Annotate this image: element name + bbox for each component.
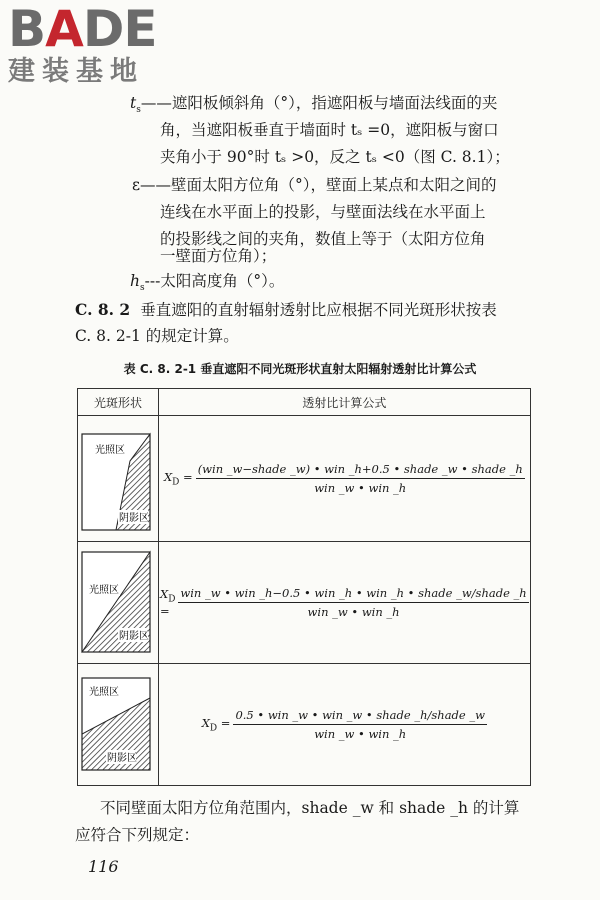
bade-logo — [8, 0, 178, 88]
after-table-line2: 应符合下列规定： — [75, 826, 200, 844]
def-epsilon-line-3: 的投影线之间的夹角，数值上等于（太阳方位角 — [160, 230, 486, 248]
formula-cell-3 — [159, 664, 531, 786]
shadow-zone-label: 阴影区 — [107, 753, 137, 764]
def-ts-line-3: 夹角小于 90°时 tₛ >0，反之 tₛ <0（图 C. 8.1）； — [160, 148, 510, 166]
formula-numerator: (win _w−shade _w) • win _h+0.5 • shade _w • shade _h — [196, 462, 525, 479]
formula-cell-2 — [159, 542, 531, 664]
formula-denominator: win _w • win _h — [314, 727, 407, 741]
def-epsilon-line-2: 连线在水平面上的投影，与壁面法线在水平面上 — [160, 203, 486, 221]
shape-diagram-3 — [78, 664, 159, 786]
header-shape: 光斑形状 — [78, 389, 159, 416]
def-ts-line-2: 角，当遮阳板垂直于墙面时 tₛ =0，遮阳板与窗口 — [160, 121, 499, 139]
formula-numerator: 0.5 • win _w • win _w • shade _h/shade _w — [233, 708, 487, 725]
formula-3: $X_D$ = $\frac{\text{0.5 • win \_w • win \_w • shade \_h/shade \_w}}{\text{win \_w • win \_h}}$ — [201, 708, 485, 741]
table-row — [78, 664, 531, 786]
spot-shape-diagram — [78, 664, 158, 782]
shadow-zone-label: 阴影区 — [119, 631, 149, 642]
shadow-zone-label: 阴影区 — [119, 513, 149, 524]
table-caption: 表 C. 8. 2-1 垂直遮阳不同光斑形状直射太阳辐射透射比计算公式 — [123, 362, 477, 376]
shape-diagram-1 — [78, 416, 159, 542]
logo-subtitle: 建装基地 — [8, 56, 144, 87]
spot-shape-diagram — [78, 542, 158, 660]
formula-2: $X_D$ = $\frac{\text{win \_w • win \_h−0.5 • win \_h • win \_h • shade \_w/shade \_h}}{\text{win \_w • win \_h}}$ — [160, 586, 527, 619]
after-table-line1: 不同壁面太阳方位角范围内，shade _w 和 shade _h 的计算 — [100, 799, 520, 817]
def-hs-line: $h_s---$太阳高度角（°）。 — [130, 272, 285, 294]
transmittance-formula-table — [77, 388, 531, 786]
def-epsilon-line-4: 一壁面方位角）； — [160, 247, 277, 265]
spot-shape-diagram — [78, 416, 158, 538]
section-number: C. 8. 2 — [75, 300, 131, 319]
section-text-line2: C. 8. 2-1 的规定计算。 — [75, 327, 239, 345]
table-row — [78, 416, 531, 542]
table-header-row — [78, 389, 531, 416]
def-epsilon-first-line: ε——壁面太阳方位角（°），壁面上某点和太阳之间的 — [132, 176, 497, 194]
shape-diagram-2 — [78, 542, 159, 664]
formula-1: $X_D$ = $\frac{\text{(win \_w−shade \_w) • win \_h+0.5 • shade \_w • shade \_h}}{\text{win \_w • win \_h}}$ — [163, 462, 523, 495]
light-zone-label: 光照区 — [95, 445, 125, 456]
formula-denominator: win _w • win _h — [314, 481, 407, 495]
section-c-8-2 — [75, 297, 497, 349]
page-number: 116 — [88, 857, 119, 876]
def-ts-first-line: $t_s——$遮阳板倾斜角（°），指遮阳板与墙面法线面的夹 — [130, 94, 498, 116]
header-formula: 透射比计算公式 — [159, 389, 531, 416]
light-zone-label: 光照区 — [89, 687, 119, 698]
formula-denominator: win _w • win _h — [307, 605, 400, 619]
light-zone-label: 光照区 — [89, 585, 119, 596]
table-row — [78, 542, 531, 664]
section-text-line1: 垂直遮阳的直射辐射透射比应根据不同光斑形状按表 — [140, 301, 497, 319]
formula-cell-1 — [159, 416, 531, 542]
logo-wordmark: BADE — [8, 0, 157, 58]
formula-numerator: win _w • win _h−0.5 • win _h • win _h • shade _w/shade _h — [178, 586, 528, 603]
